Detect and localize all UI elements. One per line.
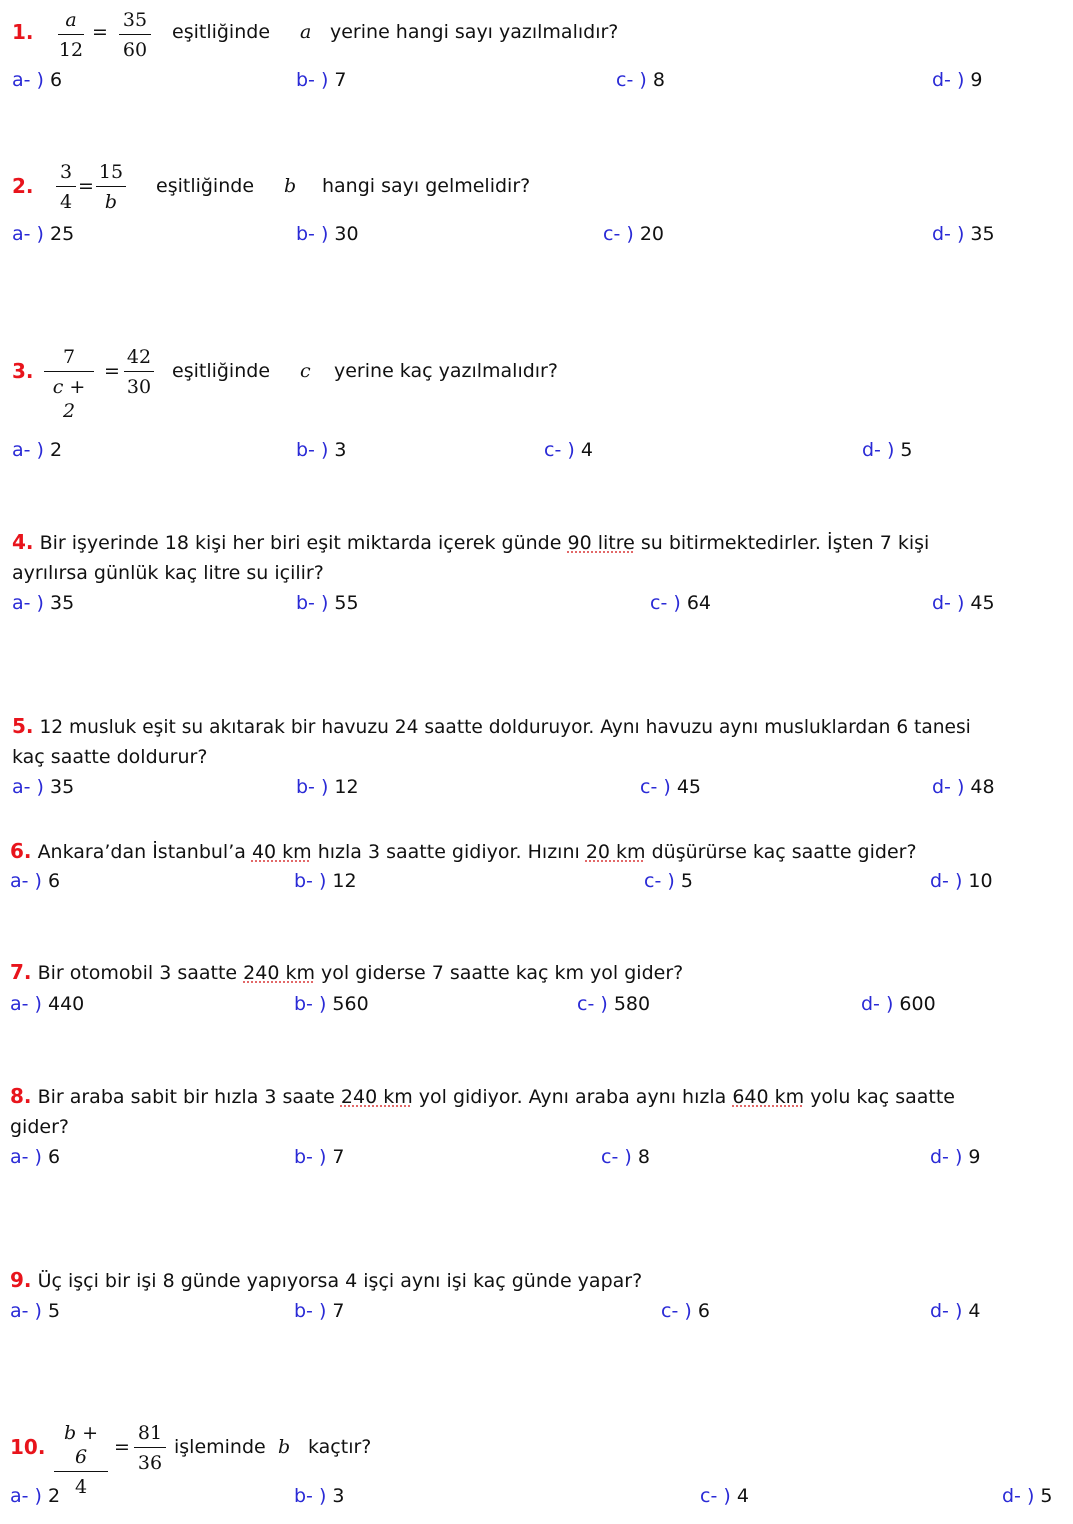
option-a[interactable]: a- ) 6 (10, 870, 61, 892)
equals-sign: = (104, 360, 120, 382)
question-line-1: 8. Bir araba sabit bir hızla 3 saate 240 km yol gidiyor. Aynı araba aynı hızla 640 km yolu kaç saatte (10, 1084, 955, 1108)
question-number: 10. (10, 1435, 46, 1459)
option-b[interactable]: b- ) 30 (296, 223, 359, 245)
equals-sign: = (114, 1436, 130, 1458)
question-number: 1. (12, 20, 34, 44)
question-text: kaçtır? (308, 1436, 372, 1458)
equals-sign: = (78, 175, 94, 197)
option-c[interactable]: c- ) 8 (601, 1146, 650, 1168)
option-a[interactable]: a- ) 6 (10, 1146, 61, 1168)
question-text: yerine hangi sayı yazılmalıdır? (330, 21, 619, 43)
equals-sign: = (92, 21, 108, 43)
math-variable: c (300, 360, 311, 382)
option-d[interactable]: d- ) 5 (862, 439, 913, 461)
fraction-right: $\frac{42}{30}$ (124, 345, 154, 399)
option-b[interactable]: b- ) 3 (294, 1485, 345, 1507)
fraction-left: $\frac{7}{c + 2}$ (44, 345, 94, 423)
math-variable: b (284, 175, 297, 197)
option-b[interactable]: b- ) 55 (296, 592, 359, 614)
option-b[interactable]: b- ) 7 (296, 69, 347, 91)
option-a[interactable]: a- ) 2 (12, 439, 63, 461)
option-d[interactable]: d- ) 10 (930, 870, 993, 892)
question-text: eşitliğinde (172, 21, 271, 43)
question-line-2: ayrılırsa günlük kaç litre su içilir? (12, 562, 324, 584)
option-c[interactable]: c- ) 45 (640, 776, 701, 798)
fraction-right: $\frac{15}{b}$ (96, 160, 126, 214)
question-line-1: 5. 12 musluk eşit su akıtarak bir havuzu 24 saatte dolduruyor. Aynı havuzu aynı musluklardan 6 tanesi (12, 714, 971, 738)
question-text: işleminde (174, 1436, 266, 1458)
option-a[interactable]: a- ) 2 (10, 1485, 61, 1507)
option-b[interactable]: b- ) 12 (296, 776, 359, 798)
question-number: 8. (10, 1084, 32, 1108)
question-number: 9. (10, 1268, 32, 1292)
question-line-1: 4. Bir işyerinde 18 kişi her biri eşit miktarda içerek günde 90 litre su bitirmektedirler. İşten 7 kişi (12, 530, 930, 554)
question-text: eşitliğinde (172, 360, 271, 382)
fraction-right: $\frac{35}{60}$ (119, 8, 151, 62)
option-c[interactable]: c- ) 8 (616, 69, 665, 91)
option-a[interactable]: a- ) 6 (12, 69, 63, 91)
fraction-left: $\frac{b + 6}{4}$ (54, 1421, 108, 1499)
question-number: 5. (12, 714, 34, 738)
option-a[interactable]: a- ) 5 (10, 1300, 61, 1322)
question-text: eşitliğinde (156, 175, 255, 197)
question-number: 6. (10, 839, 32, 863)
option-d[interactable]: d- ) 35 (932, 223, 995, 245)
option-c[interactable]: c- ) 64 (650, 592, 711, 614)
option-d[interactable]: d- ) 5 (1002, 1485, 1053, 1507)
math-variable: a (300, 21, 312, 43)
fraction-left: $\frac{a}{12}$ (58, 9, 84, 61)
option-a[interactable]: a- ) 35 (12, 592, 75, 614)
question-number: 7. (10, 960, 32, 984)
option-b[interactable]: b- ) 7 (294, 1300, 345, 1322)
question-text: hangi sayı gelmelidir? (322, 175, 531, 197)
option-a[interactable]: a- ) 35 (12, 776, 75, 798)
option-d[interactable]: d- ) 600 (861, 993, 936, 1015)
question-line-2: kaç saatte doldurur? (12, 746, 208, 768)
question-line-1: 9. Üç işçi bir işi 8 günde yapıyorsa 4 işçi aynı işi kaç günde yapar? (10, 1268, 643, 1292)
option-c[interactable]: c- ) 580 (577, 993, 651, 1015)
question-number: 3. (12, 359, 34, 383)
option-a[interactable]: a- ) 440 (10, 993, 85, 1015)
option-b[interactable]: b- ) 7 (294, 1146, 345, 1168)
option-d[interactable]: d- ) 9 (932, 69, 983, 91)
question-line-1: 7. Bir otomobil 3 saatte 240 km yol giderse 7 saatte kaç km yol gider? (10, 960, 684, 984)
option-b[interactable]: b- ) 3 (296, 439, 347, 461)
question-line-1: 6. Ankara’dan İstanbul’a 40 km hızla 3 saatte gidiyor. Hızını 20 km düşürürse kaç saatte gider? (10, 839, 917, 863)
fraction-left: $\frac{3}{4}$ (56, 160, 76, 214)
option-c[interactable]: c- ) 4 (544, 439, 593, 461)
option-d[interactable]: d- ) 9 (930, 1146, 981, 1168)
option-d[interactable]: d- ) 48 (932, 776, 995, 798)
option-c[interactable]: c- ) 20 (603, 223, 664, 245)
option-c[interactable]: c- ) 6 (661, 1300, 710, 1322)
option-c[interactable]: c- ) 4 (700, 1485, 749, 1507)
fraction-right: $\frac{81}{36}$ (134, 1421, 166, 1475)
option-d[interactable]: d- ) 4 (930, 1300, 981, 1322)
option-c[interactable]: c- ) 5 (644, 870, 693, 892)
option-d[interactable]: d- ) 45 (932, 592, 995, 614)
option-b[interactable]: b- ) 560 (294, 993, 369, 1015)
question-text: yerine kaç yazılmalıdır? (334, 360, 558, 382)
option-b[interactable]: b- ) 12 (294, 870, 357, 892)
question-line-2: gider? (10, 1116, 69, 1138)
option-a[interactable]: a- ) 25 (12, 223, 75, 245)
question-number: 2. (12, 174, 34, 198)
question-number: 4. (12, 530, 34, 554)
math-variable: b (278, 1436, 291, 1458)
